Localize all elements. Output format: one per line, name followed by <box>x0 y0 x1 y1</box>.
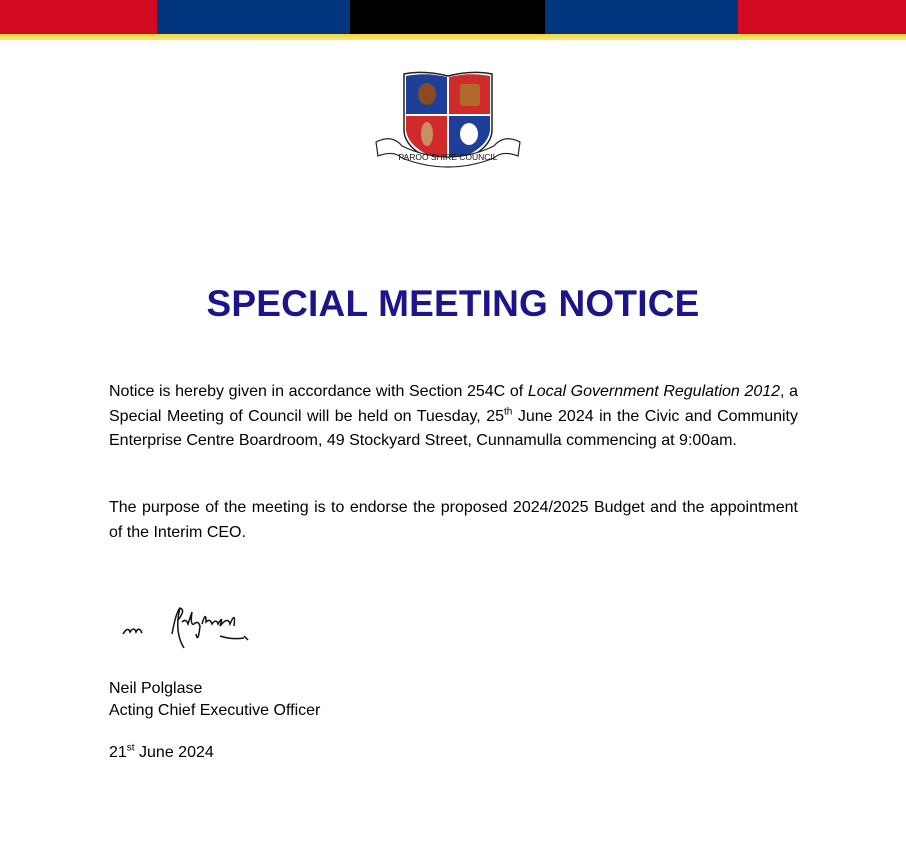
regulation-name: Local Government Regulation 2012 <box>527 383 781 400</box>
notice-text: Notice is hereby given in accordance with Section 254C of <box>109 383 528 400</box>
date-suffix: st <box>126 742 135 754</box>
notice-text: June 2024 in the Civic and Community Enterprise Centre Boardroom, 49 Stockyard Street, Cunnamulla commencing at 9:00am. <box>109 407 798 449</box>
notice-date <box>109 744 214 762</box>
notice-paragraph <box>109 380 798 454</box>
date-rest: June 2024 <box>134 744 214 761</box>
signatory-name: Neil Polglase <box>109 680 203 697</box>
accent-stripe <box>0 34 906 40</box>
purpose-paragraph: The purpose of the meeting is to endorse the proposed 2024/2025 Budget and the appointment of the Interim CEO. <box>109 499 798 541</box>
signatory-role: Acting Chief Executive Officer <box>109 702 321 719</box>
band-blue <box>545 0 738 34</box>
band-black <box>350 0 545 34</box>
council-crest-logo <box>372 68 524 168</box>
page-title: SPECIAL MEETING NOTICE <box>206 283 700 324</box>
logo-text: PAROO SHIRE COUNCIL <box>398 152 498 162</box>
band-blue <box>157 0 350 34</box>
header-color-band <box>0 0 906 34</box>
band-red <box>738 0 906 34</box>
date-day: 21 <box>109 744 127 761</box>
ordinal-suffix: th <box>504 406 513 418</box>
notice-text: , a Special Meeting of Council will be held on Tuesday, 25 <box>109 383 799 425</box>
band-red <box>0 0 157 34</box>
handwritten-signature <box>120 604 270 654</box>
